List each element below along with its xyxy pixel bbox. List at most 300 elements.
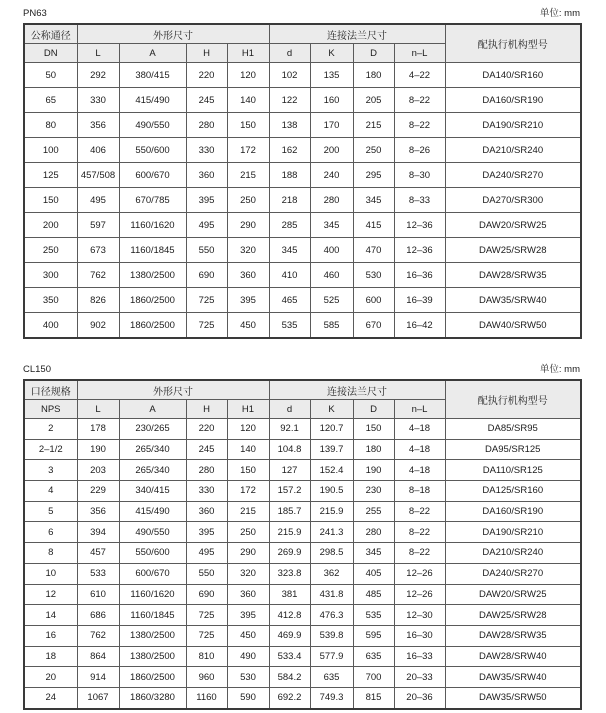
table-cell: 172 — [227, 138, 269, 163]
table-cell: 285 — [269, 213, 310, 238]
header-D: D — [353, 44, 394, 63]
table-cell: 330 — [186, 481, 227, 502]
table-cell: 140 — [227, 439, 269, 460]
table-cell: 8–26 — [394, 138, 445, 163]
table-cell: 725 — [186, 625, 227, 646]
table-cell: 162 — [269, 138, 310, 163]
table-cell: 280 — [353, 522, 394, 543]
table-cell: 381 — [269, 584, 310, 605]
table-cell: 600/670 — [119, 163, 186, 188]
table-cell: 122 — [269, 88, 310, 113]
table-cell: 8–33 — [394, 188, 445, 213]
table-cell: 465 — [269, 288, 310, 313]
table-cell: 457 — [77, 543, 119, 564]
table-cell: 16–39 — [394, 288, 445, 313]
table-cell: DA270/SR300 — [445, 188, 581, 213]
table-cell: 240 — [310, 163, 353, 188]
table-cell: 600 — [353, 288, 394, 313]
table-cell: 12–36 — [394, 238, 445, 263]
cl150-section — [23, 364, 580, 710]
table-cell: DAW25/SRW28 — [445, 238, 581, 263]
table-cell: 220 — [186, 419, 227, 440]
table-cell: 200 — [24, 213, 77, 238]
table-cell: 533.4 — [269, 646, 310, 667]
unit-label: 单位: mm — [539, 364, 580, 375]
table-cell: 150 — [227, 113, 269, 138]
table-cell: 18 — [24, 646, 77, 667]
table-cell: 180 — [353, 63, 394, 88]
table-cell: 1160/1845 — [119, 238, 186, 263]
table-cell: 290 — [227, 213, 269, 238]
table-cell: 203 — [77, 460, 119, 481]
table-cell: 265/340 — [119, 439, 186, 460]
table-cell: 215 — [227, 501, 269, 522]
table-cell: 220 — [186, 63, 227, 88]
cl150-caption-row — [23, 364, 580, 376]
table-cell: 450 — [227, 625, 269, 646]
table-cell: 50 — [24, 63, 77, 88]
table-cell: 400 — [310, 238, 353, 263]
table-cell: DAW20/SRW25 — [445, 213, 581, 238]
table-row — [24, 163, 581, 188]
table-cell: 495 — [77, 188, 119, 213]
table-cell: 215 — [227, 163, 269, 188]
table-cell: 686 — [77, 605, 119, 626]
table-cell: 160 — [310, 88, 353, 113]
table-cell: 290 — [227, 543, 269, 564]
table-cell: 914 — [77, 667, 119, 688]
table-cell: 8–30 — [394, 163, 445, 188]
table-cell: 12–30 — [394, 605, 445, 626]
table-cell: 469.9 — [269, 625, 310, 646]
table-cell: 150 — [227, 460, 269, 481]
table-cell: 230 — [353, 481, 394, 502]
table-cell: 20–33 — [394, 667, 445, 688]
table-cell: 457/508 — [77, 163, 119, 188]
table-cell: 360 — [227, 584, 269, 605]
table-cell: 902 — [77, 313, 119, 339]
header-L: L — [77, 44, 119, 63]
table-cell: 295 — [353, 163, 394, 188]
table-row — [24, 113, 581, 138]
table-cell: 597 — [77, 213, 119, 238]
table-cell: DA160/SR190 — [445, 88, 581, 113]
table-cell: 495 — [186, 543, 227, 564]
table-cell: 1160/1845 — [119, 605, 186, 626]
table-cell: 1160 — [186, 687, 227, 708]
header-K: K — [310, 400, 353, 419]
table-cell: 539.8 — [310, 625, 353, 646]
table-cell: 330 — [186, 138, 227, 163]
table-cell: 810 — [186, 646, 227, 667]
table-cell: 10 — [24, 563, 77, 584]
table-cell: 12 — [24, 584, 77, 605]
table-cell: 190.5 — [310, 481, 353, 502]
table-cell: 190 — [353, 460, 394, 481]
table-cell: 1860/3280 — [119, 687, 186, 708]
table-cell: 762 — [77, 625, 119, 646]
table-cell: 525 — [310, 288, 353, 313]
table-cell: 470 — [353, 238, 394, 263]
table-cell: DA160/SR190 — [445, 501, 581, 522]
table-row — [24, 667, 581, 688]
table-cell: 394 — [77, 522, 119, 543]
table-cell: 4–18 — [394, 419, 445, 440]
table-cell: 673 — [77, 238, 119, 263]
table-cell: DA210/SR240 — [445, 138, 581, 163]
pn63-caption-row — [23, 8, 580, 20]
table-cell: 190 — [77, 439, 119, 460]
table-cell: 215.9 — [310, 501, 353, 522]
table-cell: 395 — [227, 605, 269, 626]
table-cell: DA240/SR270 — [445, 163, 581, 188]
table-cell: 395 — [186, 188, 227, 213]
table-cell: 269.9 — [269, 543, 310, 564]
table-cell: 6 — [24, 522, 77, 543]
header-bore-spec: 口径规格 — [24, 380, 77, 400]
table-cell: 380/415 — [119, 63, 186, 88]
table-cell: 405 — [353, 563, 394, 584]
table-cell: 590 — [227, 687, 269, 708]
table-cell: 345 — [269, 238, 310, 263]
table-cell: 2 — [24, 419, 77, 440]
pn63-section — [23, 8, 580, 339]
header-d: d — [269, 400, 310, 419]
table-cell: 490/550 — [119, 113, 186, 138]
table-cell: 65 — [24, 88, 77, 113]
table-cell: 1380/2500 — [119, 625, 186, 646]
table-row — [24, 188, 581, 213]
table-cell: 92.1 — [269, 419, 310, 440]
table-cell: DA140/SR160 — [445, 63, 581, 88]
table-cell: 229 — [77, 481, 119, 502]
table-cell: 245 — [186, 439, 227, 460]
table-cell: 690 — [186, 584, 227, 605]
table-cell: 218 — [269, 188, 310, 213]
table-cell: 8–18 — [394, 481, 445, 502]
table-cell: 815 — [353, 687, 394, 708]
table-cell: 415/490 — [119, 501, 186, 522]
table-row — [24, 543, 581, 564]
table-cell: DA125/SR160 — [445, 481, 581, 502]
unit-label: 单位: mm — [539, 8, 580, 19]
header-group-row — [24, 24, 581, 44]
table-row — [24, 238, 581, 263]
table-cell: 188 — [269, 163, 310, 188]
table-row — [24, 501, 581, 522]
table-cell: 415/490 — [119, 88, 186, 113]
table-cell: 530 — [353, 263, 394, 288]
table-label-pn63: PN63 — [23, 8, 47, 19]
table-cell: 8–22 — [394, 501, 445, 522]
table-cell: 140 — [227, 88, 269, 113]
table-cell: 345 — [310, 213, 353, 238]
table-cell: 460 — [310, 263, 353, 288]
table-cell: 265/340 — [119, 460, 186, 481]
table-cell: 410 — [269, 263, 310, 288]
table-cell: 250 — [353, 138, 394, 163]
table-cell: 476.3 — [310, 605, 353, 626]
table-cell: 356 — [77, 501, 119, 522]
table-cell: 406 — [77, 138, 119, 163]
pn63-table — [23, 23, 582, 339]
table-cell: DAW20/SRW25 — [445, 584, 581, 605]
table-row — [24, 646, 581, 667]
table-cell: 635 — [310, 667, 353, 688]
table-cell: DA85/SR95 — [445, 419, 581, 440]
table-cell: 205 — [353, 88, 394, 113]
table-cell: 431.8 — [310, 584, 353, 605]
table-cell: 533 — [77, 563, 119, 584]
table-cell: 16–33 — [394, 646, 445, 667]
table-cell: 138 — [269, 113, 310, 138]
header-nL: n–L — [394, 44, 445, 63]
table-cell: 1380/2500 — [119, 263, 186, 288]
table-cell: 595 — [353, 625, 394, 646]
table-cell: 635 — [353, 646, 394, 667]
table-row — [24, 313, 581, 339]
table-cell: 360 — [186, 501, 227, 522]
table-cell: 292 — [77, 63, 119, 88]
table-cell: 360 — [186, 163, 227, 188]
header-A: A — [119, 400, 186, 419]
table-cell: 550 — [186, 563, 227, 584]
table-row — [24, 481, 581, 502]
header-A: A — [119, 44, 186, 63]
table-cell: DAW40/SRW50 — [445, 313, 581, 339]
table-cell: 280 — [186, 460, 227, 481]
table-cell: 135 — [310, 63, 353, 88]
table-cell: 5 — [24, 501, 77, 522]
table-cell: 250 — [24, 238, 77, 263]
table-row — [24, 63, 581, 88]
table-cell: 1160/1620 — [119, 584, 186, 605]
table-cell: 102 — [269, 63, 310, 88]
table-cell: 1380/2500 — [119, 646, 186, 667]
table-cell: 1860/2500 — [119, 667, 186, 688]
table-cell: 16–30 — [394, 625, 445, 646]
table-cell: 250 — [227, 188, 269, 213]
table-cell: 16 — [24, 625, 77, 646]
header-dn: DN — [24, 44, 77, 63]
table-cell: 172 — [227, 481, 269, 502]
table-cell: 185.7 — [269, 501, 310, 522]
table-row — [24, 288, 581, 313]
table-cell: 20 — [24, 667, 77, 688]
table-cell: 530 — [227, 667, 269, 688]
table-cell: 178 — [77, 419, 119, 440]
table-label-cl150: CL150 — [23, 364, 51, 375]
table-cell: 585 — [310, 313, 353, 339]
table-cell: 412.8 — [269, 605, 310, 626]
table-cell: 550 — [186, 238, 227, 263]
table-cell: 180 — [353, 439, 394, 460]
table-row — [24, 584, 581, 605]
table-cell: 1860/2500 — [119, 288, 186, 313]
table-cell: 200 — [310, 138, 353, 163]
table-cell: 600/670 — [119, 563, 186, 584]
table-cell: DAW35/SRW50 — [445, 687, 581, 708]
table-cell: 120 — [227, 419, 269, 440]
table-cell: 535 — [269, 313, 310, 339]
table-cell: 749.3 — [310, 687, 353, 708]
table-cell: 725 — [186, 605, 227, 626]
table-cell: 692.2 — [269, 687, 310, 708]
table-cell: 864 — [77, 646, 119, 667]
table-cell: 8–22 — [394, 543, 445, 564]
table-cell: 16–36 — [394, 263, 445, 288]
table-cell: 345 — [353, 543, 394, 564]
table-cell: 725 — [186, 288, 227, 313]
header-nominal-diameter: 公称通径 — [24, 24, 77, 44]
table-cell: 170 — [310, 113, 353, 138]
header-nps: NPS — [24, 400, 77, 419]
table-cell: 12–36 — [394, 213, 445, 238]
table-cell: DAW35/SRW40 — [445, 288, 581, 313]
table-cell: 350 — [24, 288, 77, 313]
table-cell: 120.7 — [310, 419, 353, 440]
table-cell: 550/600 — [119, 543, 186, 564]
header-group-row — [24, 380, 581, 400]
header-D: D — [353, 400, 394, 419]
table-cell: 127 — [269, 460, 310, 481]
table-cell: 485 — [353, 584, 394, 605]
table-cell: 3 — [24, 460, 77, 481]
table-cell: 4–18 — [394, 439, 445, 460]
table-row — [24, 605, 581, 626]
table-cell: 4 — [24, 481, 77, 502]
table-cell: 215 — [353, 113, 394, 138]
table-row — [24, 439, 581, 460]
table-cell: 230/265 — [119, 419, 186, 440]
header-nL: n–L — [394, 400, 445, 419]
table-cell: 340/415 — [119, 481, 186, 502]
table-row — [24, 138, 581, 163]
table-row — [24, 419, 581, 440]
table-cell: 490 — [227, 646, 269, 667]
table-row — [24, 263, 581, 288]
table-cell: 356 — [77, 113, 119, 138]
table-cell: 320 — [227, 238, 269, 263]
header-H1: H1 — [227, 44, 269, 63]
table-cell: 725 — [186, 313, 227, 339]
table-cell: 241.3 — [310, 522, 353, 543]
table-cell: 330 — [77, 88, 119, 113]
table-cell: 8–22 — [394, 88, 445, 113]
header-actuator-model: 配执行机构型号 — [445, 24, 581, 63]
table-cell: 345 — [353, 188, 394, 213]
table-row — [24, 88, 581, 113]
table-row — [24, 460, 581, 481]
table-cell: 323.8 — [269, 563, 310, 584]
table-cell: 670/785 — [119, 188, 186, 213]
table-row — [24, 687, 581, 708]
table-cell: 1067 — [77, 687, 119, 708]
table-cell: 152.4 — [310, 460, 353, 481]
table-cell: 400 — [24, 313, 77, 339]
table-cell: 320 — [227, 563, 269, 584]
table-cell: 1160/1620 — [119, 213, 186, 238]
header-H: H — [186, 400, 227, 419]
header-H: H — [186, 44, 227, 63]
table-cell: 250 — [227, 522, 269, 543]
table-row — [24, 213, 581, 238]
table-cell: DAW28/SRW40 — [445, 646, 581, 667]
table-cell: DAW28/SRW35 — [445, 263, 581, 288]
table-cell: 139.7 — [310, 439, 353, 460]
header-L: L — [77, 400, 119, 419]
table-cell: 300 — [24, 263, 77, 288]
table-cell: 550/600 — [119, 138, 186, 163]
table-cell: 104.8 — [269, 439, 310, 460]
table-cell: 245 — [186, 88, 227, 113]
header-d: d — [269, 44, 310, 63]
header-flange-group: 连接法兰尺寸 — [269, 380, 445, 400]
table-cell: 415 — [353, 213, 394, 238]
table-cell: 395 — [227, 288, 269, 313]
header-actuator-model: 配执行机构型号 — [445, 380, 581, 419]
table-cell: 24 — [24, 687, 77, 708]
table-cell: 280 — [186, 113, 227, 138]
table-cell: 157.2 — [269, 481, 310, 502]
table-cell: DAW28/SRW35 — [445, 625, 581, 646]
table-cell: 100 — [24, 138, 77, 163]
table-row — [24, 563, 581, 584]
table-cell: DA110/SR125 — [445, 460, 581, 481]
table-cell: 690 — [186, 263, 227, 288]
table-cell: 360 — [227, 263, 269, 288]
table-cell: 280 — [310, 188, 353, 213]
table-cell: 120 — [227, 63, 269, 88]
table-cell: DA210/SR240 — [445, 543, 581, 564]
table-cell: 20–36 — [394, 687, 445, 708]
table-cell: 610 — [77, 584, 119, 605]
table-cell: 298.5 — [310, 543, 353, 564]
table-cell: 762 — [77, 263, 119, 288]
table-cell: 80 — [24, 113, 77, 138]
header-flange-group: 连接法兰尺寸 — [269, 24, 445, 44]
table-cell: 16–42 — [394, 313, 445, 339]
table-cell: 584.2 — [269, 667, 310, 688]
table-cell: 8 — [24, 543, 77, 564]
table-cell: 125 — [24, 163, 77, 188]
table-cell: 490/550 — [119, 522, 186, 543]
table-cell: 12–26 — [394, 563, 445, 584]
table-cell: 700 — [353, 667, 394, 688]
table-cell: 362 — [310, 563, 353, 584]
table-cell: 150 — [353, 419, 394, 440]
table-cell: 2–1/2 — [24, 439, 77, 460]
table-cell: DA240/SR270 — [445, 563, 581, 584]
table-cell: DA190/SR210 — [445, 113, 581, 138]
table-cell: DA95/SR125 — [445, 439, 581, 460]
header-outline-group: 外形尺寸 — [77, 380, 269, 400]
table-cell: 4–18 — [394, 460, 445, 481]
table-cell: 255 — [353, 501, 394, 522]
table-row — [24, 625, 581, 646]
table-cell: 8–22 — [394, 113, 445, 138]
table-cell: 395 — [186, 522, 227, 543]
table-cell: 1860/2500 — [119, 313, 186, 339]
table-cell: 670 — [353, 313, 394, 339]
table-cell: 215.9 — [269, 522, 310, 543]
table-row — [24, 522, 581, 543]
table-cell: 577.9 — [310, 646, 353, 667]
header-H1: H1 — [227, 400, 269, 419]
table-cell: 150 — [24, 188, 77, 213]
table-cell: 450 — [227, 313, 269, 339]
table-cell: 14 — [24, 605, 77, 626]
